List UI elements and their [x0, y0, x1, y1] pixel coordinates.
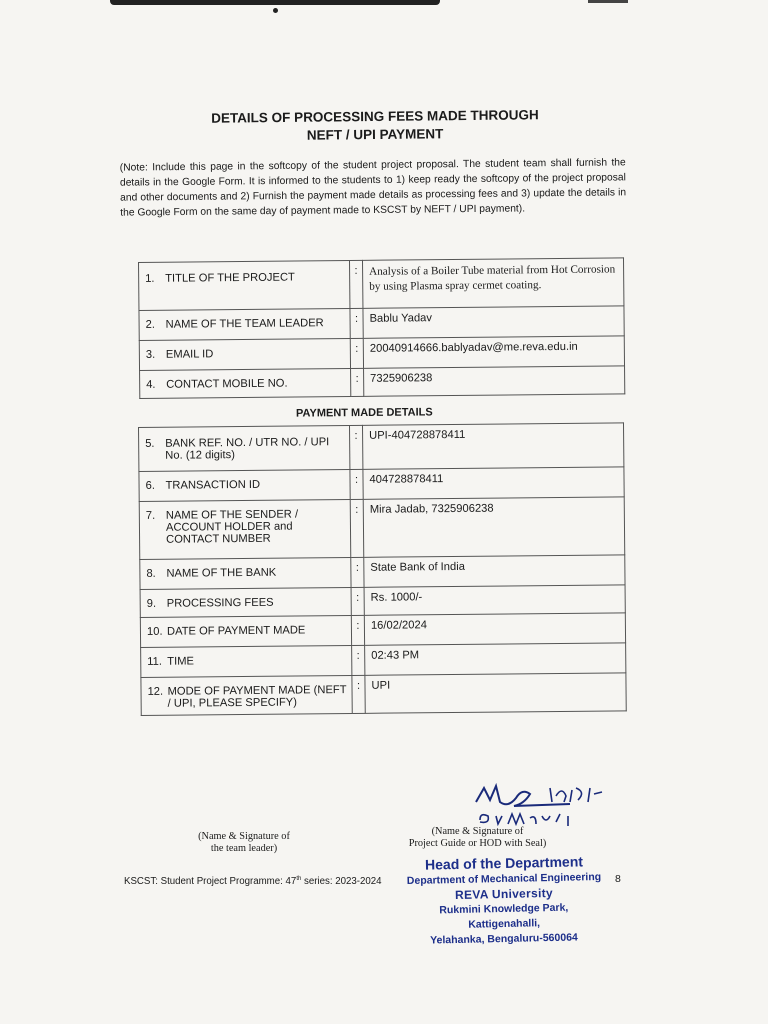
table-row [139, 336, 624, 371]
mobile-value: 7325906238 [364, 366, 625, 397]
team-leader-signature-caption: (Name & Signature of the team leader) [198, 831, 290, 854]
department-seal [404, 854, 604, 947]
row-label: 11. TIME [141, 645, 352, 677]
guide-signature-caption: (Name & Signature of Project Guide or HOD with Seal) [408, 826, 547, 849]
row-colon: : [349, 425, 362, 469]
table-row [140, 366, 625, 399]
table-row [139, 306, 624, 341]
email-value: 20040914666.bablyadav@me.reva.edu.in [363, 336, 624, 369]
title-line-2: NEFT / UPI PAYMENT [306, 126, 444, 143]
processing-fees-value: Rs. 1000/- [364, 585, 625, 616]
payment-time-value: 02:43 PM [365, 643, 626, 676]
seal-line-4: Rukmini Knowledge Park, Kattigenahalli, [439, 901, 569, 931]
row-colon: : [349, 260, 362, 308]
scan-edge-mark-right [588, 0, 628, 3]
instruction-note: (Note: Include this page in the softcopy of the student project proposal. The student team shall furnish the details in the Google Form. It is informed to the students to 1) keep ready the softcopy of the project proposal and other documents and 2) Furnish the payment made details as processing fees and 3) update the details in the Google Form on the same day of payment made to KSCST by NEFT / UPI payment). [119, 157, 627, 219]
row-label: 6. TRANSACTION ID [139, 469, 350, 501]
row-colon: : [352, 675, 365, 713]
row-label: 9. PROCESSING FEES [140, 587, 351, 617]
row-colon: : [350, 469, 363, 499]
row-label: 12. MODE OF PAYMENT MADE (NEFT / UPI, PLEASE SPECIFY) [141, 675, 352, 715]
row-label: 3. EMAIL ID [139, 338, 350, 370]
table-row [141, 673, 626, 716]
row-colon: : [351, 368, 364, 396]
seal-line-1: Head of the Department [424, 853, 584, 873]
row-label: 1. TITLE OF THE PROJECT [139, 260, 350, 310]
programme-footer: KSCST: Student Project Programme: 47th series: 2023-2024 [124, 876, 382, 888]
row-colon: : [350, 499, 364, 557]
table-row [139, 497, 625, 560]
table-row [139, 423, 624, 472]
sender-value: Mira Jadab, 7325906238 [363, 497, 625, 558]
page-title [150, 106, 600, 147]
row-label: 7. NAME OF THE SENDER / ACCOUNT HOLDER and CONTACT NUMBER [139, 499, 351, 559]
table-row [140, 555, 625, 590]
payment-details-table [138, 422, 627, 716]
page-number: 8 [615, 873, 621, 885]
seal-line-2: Department of Mechanical Engineering [406, 870, 602, 888]
scan-dot [273, 8, 278, 13]
bank-name-value: State Bank of India [364, 555, 625, 588]
seal-line-3: REVA University [454, 885, 554, 903]
table-row [139, 258, 624, 311]
table-row [141, 643, 626, 678]
row-colon: : [352, 645, 365, 675]
row-label: 4. CONTACT MOBILE NO. [140, 368, 351, 398]
row-label: 8. NAME OF THE BANK [140, 557, 351, 589]
table-row [140, 613, 625, 648]
transaction-id-value: 404728878411 [363, 467, 624, 500]
title-line-1: DETAILS OF PROCESSING FEES MADE THROUGH [211, 107, 539, 126]
seal-line-5: Yelahanka, Bengaluru-560064 [430, 931, 578, 947]
payment-date-value: 16/02/2024 [364, 613, 625, 646]
project-details-table [138, 257, 625, 399]
project-title-value: Analysis of a Boiler Tube material from Hot Corrosion by using Plasma spray cermet coating. [362, 258, 623, 309]
table-row [139, 467, 624, 502]
row-label: 2. NAME OF THE TEAM LEADER [139, 308, 350, 340]
payment-mode-value: UPI [365, 673, 626, 714]
row-colon: : [350, 338, 363, 368]
payment-section-title: PAYMENT MADE DETAILS [295, 406, 433, 420]
row-colon: : [350, 308, 363, 338]
utr-value: UPI-404728878411 [362, 423, 623, 470]
row-label: 5. BANK REF. NO. / UTR NO. / UPI No. (12 digits) [139, 425, 350, 471]
team-leader-value: Bablu Yadav [363, 306, 624, 339]
scan-edge-mark [110, 0, 440, 5]
row-colon: : [351, 587, 364, 615]
row-label: 10. DATE OF PAYMENT MADE [140, 615, 351, 647]
row-colon: : [351, 557, 364, 587]
row-colon: : [351, 615, 364, 645]
